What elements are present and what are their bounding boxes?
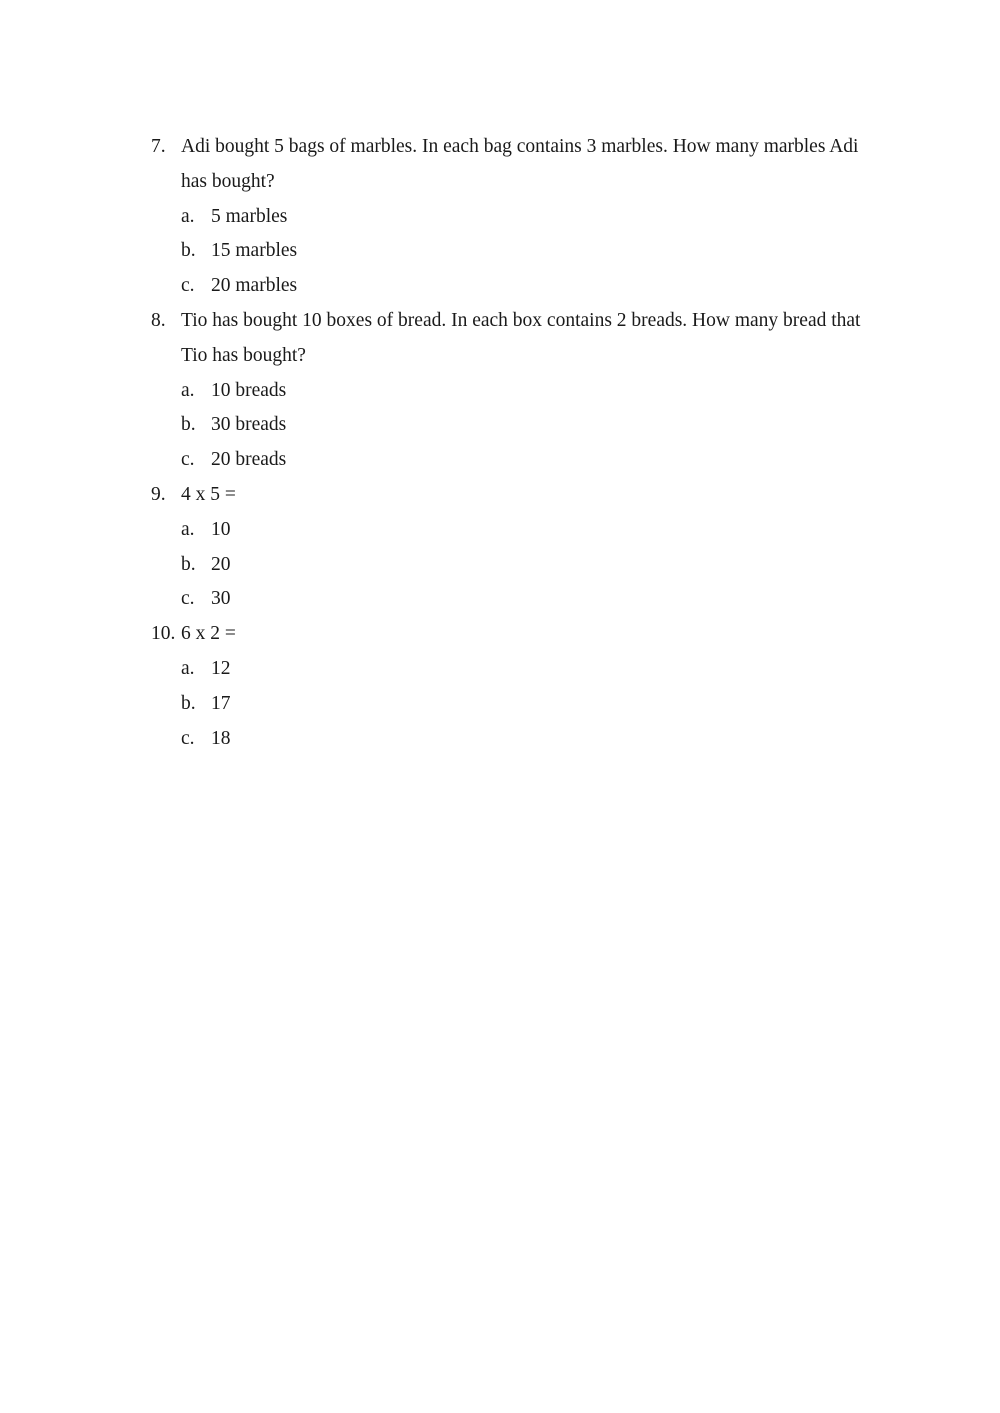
- question-number: 9.: [151, 483, 166, 505]
- option-c[interactable]: [0, 269, 1000, 304]
- option-text: 20: [211, 553, 231, 575]
- option-c[interactable]: [0, 582, 1000, 617]
- question-text: has bought?: [181, 170, 275, 192]
- option-b[interactable]: [0, 687, 1000, 722]
- option-text: 30 breads: [211, 414, 287, 436]
- option-text: 30: [211, 588, 231, 610]
- question-text: 4 x 5 =: [181, 483, 236, 505]
- option-text: 12: [211, 657, 231, 679]
- option-letter: b.: [181, 240, 196, 262]
- option-letter: a.: [181, 379, 195, 401]
- question-text: Tio has bought 10 boxes of bread. In each box contains 2 breads. How many bread that: [181, 309, 861, 331]
- option-b[interactable]: [0, 548, 1000, 583]
- question-7: [0, 130, 1000, 165]
- option-b[interactable]: [0, 408, 1000, 443]
- option-letter: c.: [181, 449, 195, 471]
- option-a[interactable]: [0, 374, 1000, 409]
- option-letter: a.: [181, 657, 195, 679]
- question-text: Tio has bought?: [181, 344, 306, 366]
- option-letter: c.: [181, 275, 195, 297]
- option-letter: b.: [181, 692, 196, 714]
- option-text: 18: [211, 727, 231, 749]
- option-text: 20 marbles: [211, 275, 298, 297]
- option-letter: a.: [181, 518, 195, 540]
- option-letter: a.: [181, 205, 195, 227]
- option-a[interactable]: [0, 200, 1000, 235]
- question-text: Adi bought 5 bags of marbles. In each bag contains 3 marbles. How many marbles Adi: [181, 136, 859, 157]
- question-text: 6 x 2 =: [181, 623, 236, 645]
- question-7-continuation: [0, 165, 1000, 200]
- question-number: 10.: [151, 623, 176, 645]
- question-number: 7.: [151, 136, 166, 157]
- option-c[interactable]: [0, 722, 1000, 757]
- worksheet: [0, 130, 1000, 756]
- option-letter: b.: [181, 414, 196, 436]
- option-letter: c.: [181, 588, 195, 610]
- option-b[interactable]: [0, 234, 1000, 269]
- question-number: 8.: [151, 309, 166, 331]
- option-text: 10 breads: [211, 379, 287, 401]
- question-9: [0, 478, 1000, 513]
- option-letter: c.: [181, 727, 195, 749]
- option-letter: b.: [181, 553, 196, 575]
- option-c[interactable]: [0, 443, 1000, 478]
- option-text: 15 marbles: [211, 240, 298, 262]
- option-a[interactable]: [0, 513, 1000, 548]
- question-8: [0, 304, 1000, 339]
- option-a[interactable]: [0, 652, 1000, 687]
- option-text: 10: [211, 518, 231, 540]
- question-10: [0, 617, 1000, 652]
- option-text: 17: [211, 692, 231, 714]
- question-8-continuation: [0, 339, 1000, 374]
- option-text: 5 marbles: [211, 205, 288, 227]
- option-text: 20 breads: [211, 449, 287, 471]
